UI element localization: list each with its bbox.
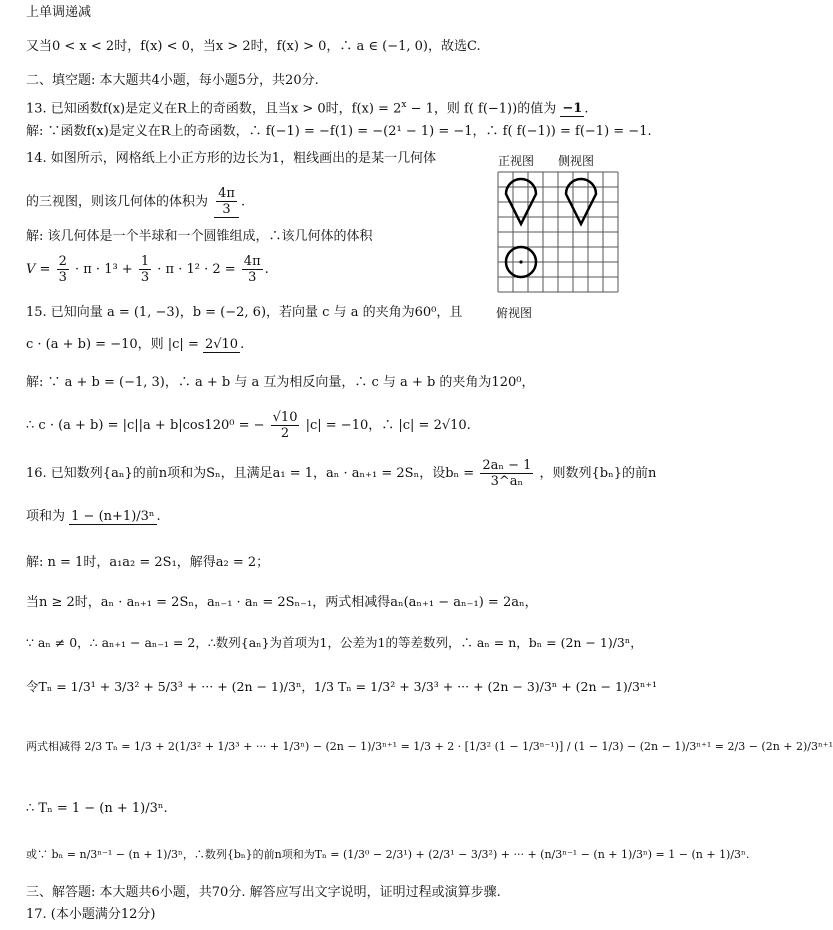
question-14-text: 的三视图，则该几何体的体积为: [26, 194, 209, 210]
solution-14-term-1: · π · 1³ +: [74, 262, 133, 277]
solution-15-line-1: 解: ∵ a + b = (−1, 3)，∴ a + b 与 a 互为相反向量，∴ c 与 a + b 的夹角为120⁰，: [26, 375, 535, 390]
fraction-sqrt10-over-2: [271, 410, 300, 441]
fraction-num: 4π: [243, 254, 261, 269]
question-13-exponent: x: [401, 100, 407, 110]
fraction-result: [242, 254, 263, 285]
solution-13: 解: ∵函数f(x)是定义在R上的奇函数，∴ f(−1) = −f(1) = −(2¹ − 1) = −1，∴ f( f(−1)) = f(−1) = −1.: [26, 124, 652, 139]
question-16-text-tail: ，则数列{bₙ}的前n: [539, 466, 657, 481]
question-14-answer-den: 3: [222, 202, 231, 217]
volume-symbol: V =: [26, 262, 51, 277]
question-16-text-2: 项和为: [26, 509, 66, 524]
solution-15-text: ∴ c · (a + b) = |c||a + b|cos120⁰ = −: [26, 418, 265, 433]
solution-15-line-2: [26, 410, 471, 441]
text-line-2: 又当0 < x < 2时，f(x) < 0，当x > 2时，f(x) > 0，∴ a ∈ (−1, 0)，故选C.: [26, 39, 481, 54]
solution-16-line-2: 当n ≥ 2时，aₙ · aₙ₊₁ = 2Sₙ，aₙ₋₁ · aₙ = 2Sₙ₋₁，两式相减得aₙ(aₙ₊₁ − aₙ₋₁) = 2aₙ，: [26, 595, 538, 610]
question-14-answer: [214, 186, 239, 218]
question-16-line-1: [26, 458, 656, 489]
top-view-label: 俯视图: [496, 306, 533, 320]
fraction-den: 3: [58, 270, 67, 285]
question-13: 13. 已知函数f(x)是定义在R上的奇函数，且当x > 0时，$f(x) = 2^x - 1$，则 f( f(−1))的值为 −1 .: [26, 100, 589, 117]
question-15-line-1: 15. 已知向量 a = (1, −3)，b = (−2, 6)，若向量 c 与 a 的夹角为60⁰，且: [26, 305, 463, 320]
question-15-line-2: c · (a + b) = −10，则 |c| = 2√10 .: [26, 337, 245, 352]
solution-15-text-tail: |c| = −10，∴ |c| = 2√10.: [305, 418, 471, 433]
solution-16-line-7: 或∵ bₙ = n/3ⁿ⁻¹ − (n + 1)/3ⁿ，∴数列{bₙ}的前n项和为Tₙ = (1/3⁰ − 2/3¹) + (2/3¹ − 3/3²) + ··· + (n/3ⁿ⁻¹ − (n + 1)/3ⁿ) = 1 − (n + 1)/3ⁿ.: [26, 848, 750, 861]
fraction-num: 1: [140, 254, 150, 269]
question-14-answer-num: 4π: [218, 186, 235, 201]
question-13-text: 13. 已知函数f(x)是定义在R上的奇函数，且当x > 0时，f(x) = 2: [26, 101, 402, 117]
fraction-two-thirds: [57, 254, 69, 285]
text-line-1: 上单调递减: [26, 5, 92, 20]
question-16-answer: 1 − (n+1)/3ⁿ: [71, 509, 155, 524]
question-17-heading: 17. (本小题满分12分): [26, 907, 156, 922]
section-heading-answers: 三、解答题: 本大题共6小题，共70分. 解答应写出文字说明，证明过程或演算步骤.: [26, 885, 501, 900]
solution-14-line-1: 解: 该几何体是一个半球和一个圆锥组成，∴该几何体的体积: [26, 229, 373, 244]
solution-16-line-4: 令Tₙ = 1/3¹ + 3/3² + 5/3³ + ··· + (2n − 1)/3ⁿ，1/3 Tₙ = 1/3² + 3/3³ + ··· + (2n − 3)/3ⁿ + (2n − 1)/3ⁿ⁺¹: [26, 679, 657, 694]
solution-16-line-3: ∵ aₙ ≠ 0，∴ aₙ₊₁ − aₙ₋₁ = 2，∴数列{aₙ}为首项为1，公差为1的等差数列，∴ aₙ = n，bₙ = (2n − 1)/3ⁿ，: [26, 635, 643, 650]
section-heading-fill-in: 二、填空题: 本大题共4小题，每小题5分，共20分.: [26, 73, 319, 88]
three-view-figure: [490, 152, 640, 322]
solution-16-line-1: 解: n = 1时，a₁a₂ = 2S₁，解得a₂ = 2；: [26, 555, 270, 570]
question-13-text-tail: − 1，则 f( f(−1))的值为: [406, 101, 557, 117]
question-16-line-2: 项和为 1 − (n+1)/3ⁿ .: [26, 509, 161, 524]
question-16-text: 16. 已知数列{aₙ}的前n项和为Sₙ，且满足a₁ = 1，aₙ · aₙ₊₁ = 2Sₙ，设bₙ =: [26, 466, 475, 481]
question-13-answer: −1: [562, 101, 583, 117]
top-view-center-dot: [519, 260, 522, 263]
grid-drawing: [498, 172, 628, 307]
side-view-label: 侧视图: [558, 154, 595, 168]
solution-16-line-6: ∴ Tₙ = 1 − (n + 1)/3ⁿ.: [26, 801, 168, 816]
fraction-num: √10: [272, 410, 298, 425]
fraction-one-third: [139, 254, 151, 285]
solution-14-line-2: V = $\frac{2}{3}$ · π · 1³ + $\frac{1}{3}$ · π · 1² · 2 = $\frac{4\pi}{3}$ .: [26, 254, 269, 285]
question-14-line-1: 14. 如图所示，网格纸上小正方形的边长为1，粗线画出的是某一几何体: [26, 151, 437, 166]
fraction-num: 2aₙ − 1: [482, 458, 532, 473]
solution-14-term-2: · π · 1² · 2 =: [157, 262, 236, 277]
fraction-den: 2: [280, 426, 290, 441]
solution-16-line-5: 两式相减得 2/3 Tₙ = 1/3 + 2(1/3² + 1/3³ + ··· + 1/3ⁿ) − (2n − 1)/3ⁿ⁺¹ = 1/3 + 2 · [1/3² (1 − 1/3ⁿ⁻¹)] / (1 − 1/3) − (2n − 1)/3ⁿ⁺¹ = 2/3 − (2n + 2)/3ⁿ⁺¹: [26, 740, 833, 753]
fraction-den: 3: [140, 270, 150, 285]
question-15-answer: 2√10: [204, 337, 239, 352]
fraction-bn-def: [480, 458, 533, 489]
front-view-label: 正视图: [498, 154, 535, 168]
question-15-text: c · (a + b) = −10，则 |c| =: [26, 337, 199, 352]
fraction-den: 3: [248, 270, 257, 285]
fraction-num: 2: [58, 254, 67, 269]
question-14-line-2: 的三视图，则该几何体的体积为 $\frac{4\pi}{3}$ .: [26, 186, 246, 217]
fraction-den: 3^aₙ: [490, 474, 524, 489]
